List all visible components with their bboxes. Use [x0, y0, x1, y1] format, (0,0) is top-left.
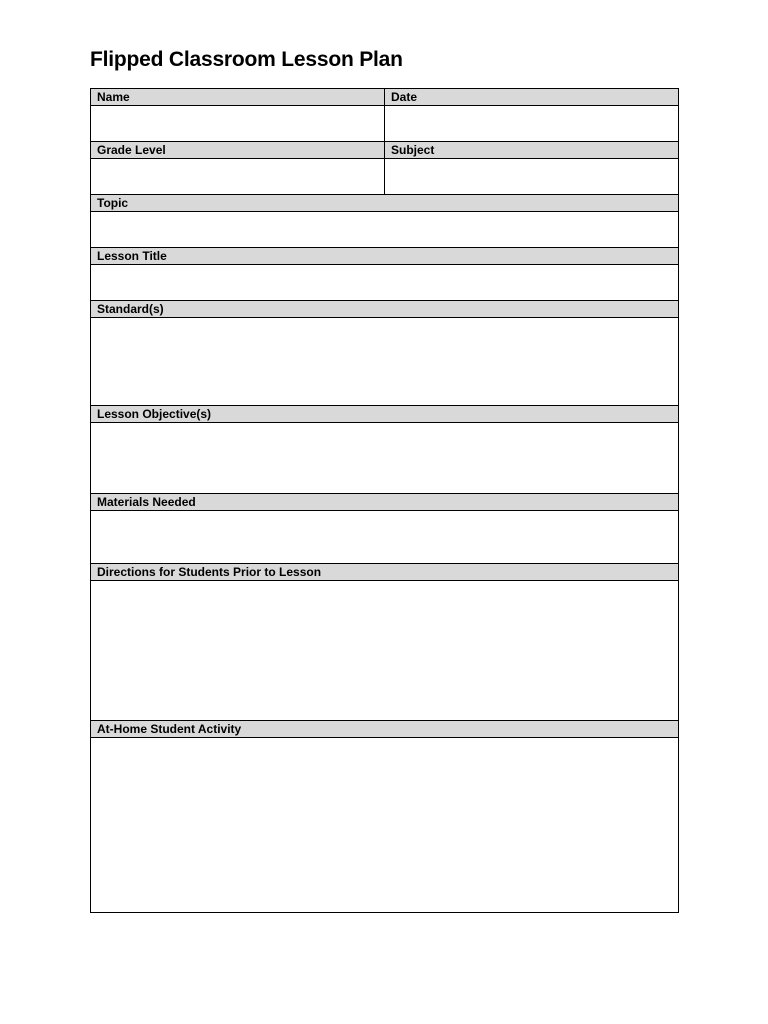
grade-level-label: Grade Level — [91, 142, 385, 159]
topic-field[interactable] — [91, 212, 679, 248]
lesson-plan-form — [90, 88, 679, 913]
standards-field[interactable] — [91, 318, 679, 406]
directions-prior-label: Directions for Students Prior to Lesson — [91, 564, 679, 581]
subject-field[interactable] — [385, 159, 679, 195]
materials-needed-field[interactable] — [91, 511, 679, 564]
grade-level-field[interactable] — [91, 159, 385, 195]
date-field[interactable] — [385, 106, 679, 142]
subject-label: Subject — [385, 142, 679, 159]
lesson-objectives-field[interactable] — [91, 423, 679, 494]
date-label: Date — [385, 89, 679, 106]
name-label: Name — [91, 89, 385, 106]
at-home-activity-field[interactable] — [91, 738, 679, 913]
topic-label: Topic — [91, 195, 679, 212]
name-field[interactable] — [91, 106, 385, 142]
standards-label: Standard(s) — [91, 301, 679, 318]
directions-prior-field[interactable] — [91, 581, 679, 721]
lesson-objectives-label: Lesson Objective(s) — [91, 406, 679, 423]
lesson-title-field[interactable] — [91, 265, 679, 301]
page-title: Flipped Classroom Lesson Plan — [90, 48, 403, 71]
at-home-activity-label: At-Home Student Activity — [91, 721, 679, 738]
materials-needed-label: Materials Needed — [91, 494, 679, 511]
lesson-title-label: Lesson Title — [91, 248, 679, 265]
